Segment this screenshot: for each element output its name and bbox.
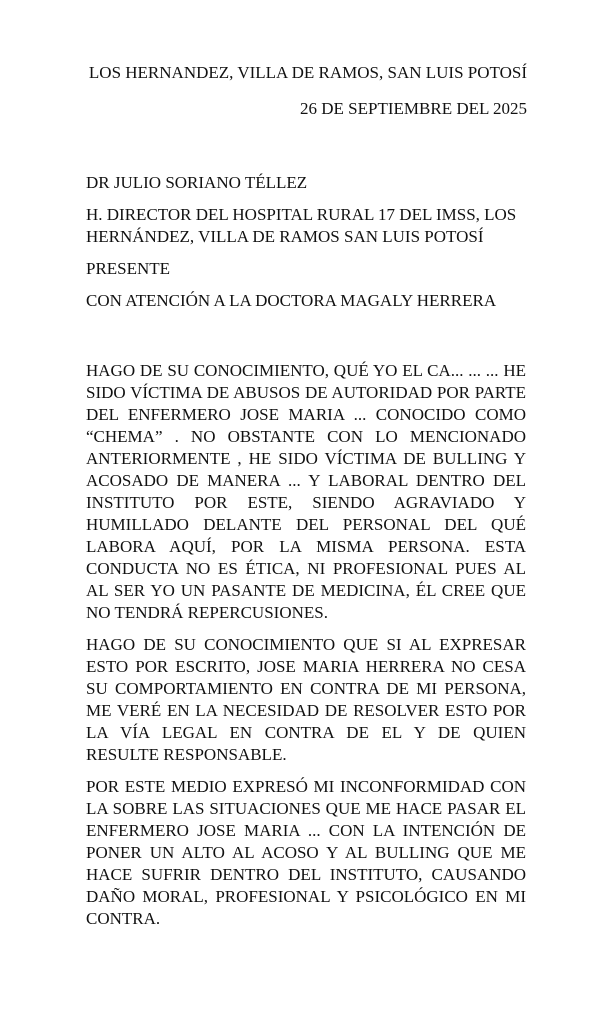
letter-body <box>86 360 526 940</box>
body-paragraph: HAGO DE SU CONOCIMIENTO QUE SI AL EXPRESAR ESTO POR ESCRITO, JOSE MARIA HERRERA NO CESA SU COMPORTAMIENTO EN CONTRA DE MI PERSONA, ME VERÉ EN LA NECESIDAD DE RESOLVER ESTO POR LA VÍA LEGAL EN CONTRA DE EL Y DE QUIEN RESULTE RESPONSABLE. <box>86 635 526 764</box>
body-paragraph: HAGO DE SU CONOCIMIENTO, QUÉ YO EL CA... ... ... HE SIDO VÍCTIMA DE ABUSOS DE AUTORIDAD POR PARTE DEL ENFERMERO JOSE MARIA ... CONOCIDO COMO “CHEMA” . NO OBSTANTE CON LO MENCIONADO ANTERIORMENTE , HE SIDO VÍCTIMA DE BULLING Y ACOSADO DE MANERA ... Y LABORAL DENTRO DEL INSTITUTO POR ESTE, SIENDO AGRAVIADO Y HUMILLADO DELANTE DEL PERSONAL DEL QUÉ LABORA AQUÍ, POR LA MISMA PERSONA. ESTA CONDUCTA NO ES ÉTICA, NI PROFESIONAL PUES AL AL SER YO UN PASANTE DE MEDICINA, ÉL CREE QUE NO TENDRÁ REPERCUSIONES. <box>86 361 526 622</box>
recipient-block <box>86 172 526 322</box>
recipient-position: H. DIRECTOR DEL HOSPITAL RURAL 17 DEL IMSS, LOS HERNÁNDEZ, VILLA DE RAMOS SAN LUIS POTOSÍ <box>86 205 517 246</box>
date-line: 26 DE SEPTIEMBRE DEL 2025 <box>300 99 527 118</box>
body-paragraph: POR ESTE MEDIO EXPRESÓ MI INCONFORMIDAD CON LA SOBRE LAS SITUACIONES QUE ME HACE PASAR EL ENFERMERO JOSE MARIA ... CON LA INTENCIÓN DE PONER UN ALTO AL ACOSO Y AL BULLING QUE ME HACE SUFRIR DENTRO DEL INSTITUTO, CAUSANDO DAÑO MORAL, PROFESIONAL Y PSICOLÓGICO EN MI CONTRA. <box>86 777 526 928</box>
letter-header <box>87 62 527 120</box>
location-line: LOS HERNANDEZ, VILLA DE RAMOS, SAN LUIS POTOSÍ <box>88 63 527 82</box>
attention-line: CON ATENCIÓN A LA DOCTORA MAGALY HERRERA <box>86 291 497 310</box>
presente-line: PRESENTE <box>86 259 171 278</box>
recipient-name: DR JULIO SORIANO TÉLLEZ <box>86 173 308 192</box>
